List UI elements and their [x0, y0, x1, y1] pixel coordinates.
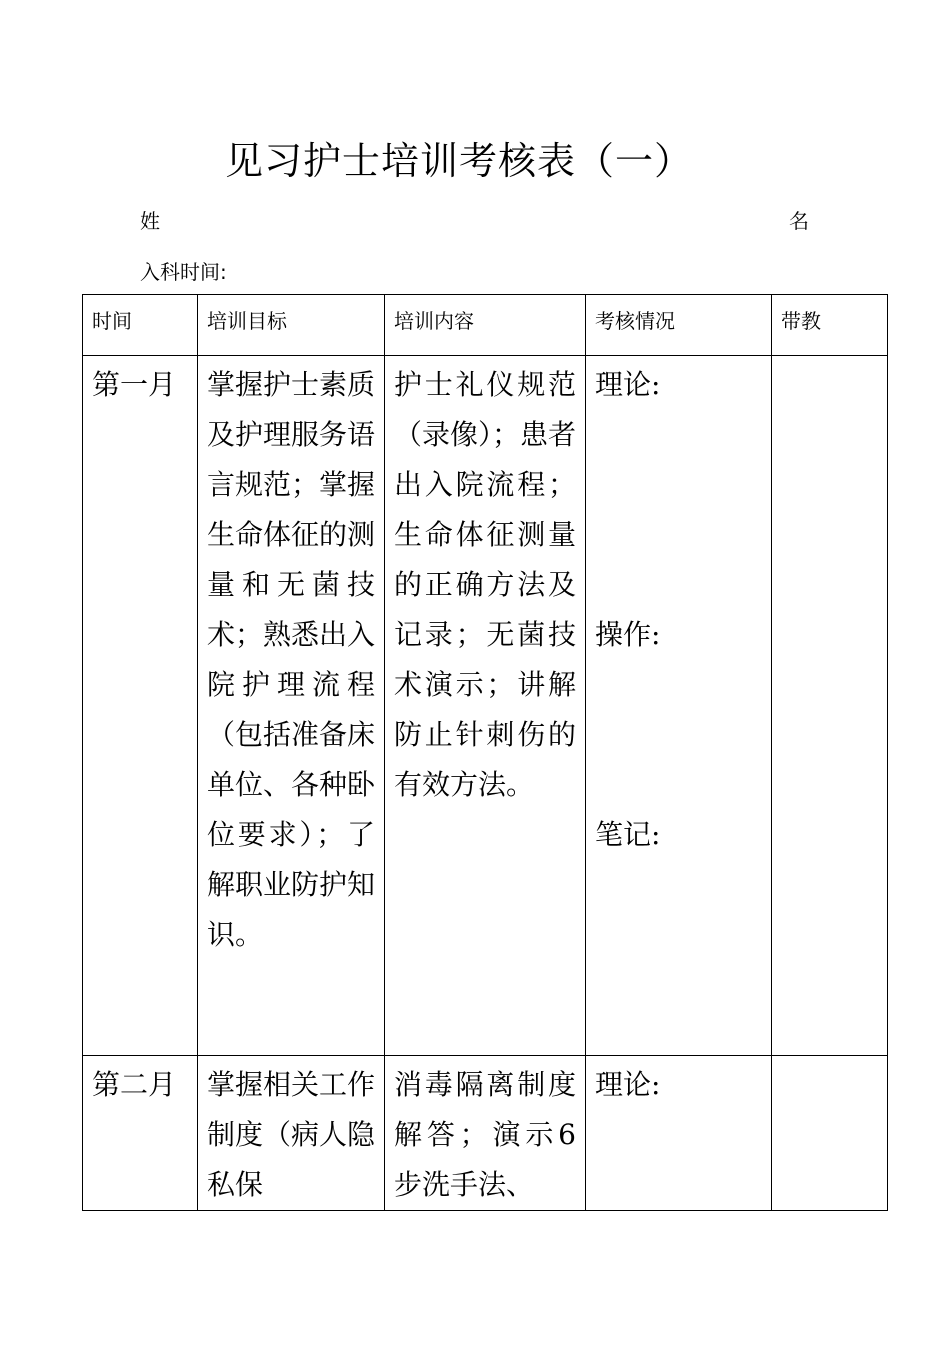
page-title: 见习护士培训考核表（一） — [225, 139, 694, 183]
column-header-time: 时间 — [83, 295, 198, 356]
content-cell: 消毒隔离制度解答；演示6步洗手法、 — [385, 1056, 586, 1211]
practice-label: 操作: — [595, 618, 661, 651]
time-cell: 第二月 — [83, 1056, 198, 1211]
assessment-cell — [586, 1056, 772, 1211]
table-row — [83, 1056, 888, 1211]
column-header-teacher: 带教 — [772, 295, 888, 356]
notes-label: 笔记: — [595, 818, 661, 851]
assessment-cell — [586, 356, 772, 1056]
entry-time-label: 入科时间: — [140, 260, 227, 284]
column-header-goal: 培训目标 — [198, 295, 385, 356]
goal-cell: 掌握相关工作制度（病人隐私保 — [198, 1056, 385, 1211]
theory-label: 理论: — [595, 368, 661, 401]
column-header-content: 培训内容 — [385, 295, 586, 356]
teacher-cell — [772, 1056, 888, 1211]
teacher-cell — [772, 356, 888, 1056]
theory-label: 理论: — [595, 1068, 661, 1101]
goal-cell: 掌握护士素质及护理服务语言规范；掌握生命体征的测量和无菌技术；熟悉出入院护理流程（包括准备床单位、各种卧位要求）；了解职业防护知识。 — [198, 356, 385, 1056]
table-row — [83, 356, 888, 1056]
time-cell: 第一月 — [83, 356, 198, 1056]
table-header-row — [83, 295, 888, 356]
training-assessment-table — [82, 294, 888, 1211]
column-header-assessment: 考核情况 — [586, 295, 772, 356]
content-cell: 护士礼仪规范（录像）；患者出入院流程；生命体征测量的正确方法及记录；无菌技术演示；讲解防止针刺伤的有效方法。 — [385, 356, 586, 1056]
name-label-left: 姓 — [140, 209, 160, 233]
name-label-right: 名 — [789, 209, 809, 233]
